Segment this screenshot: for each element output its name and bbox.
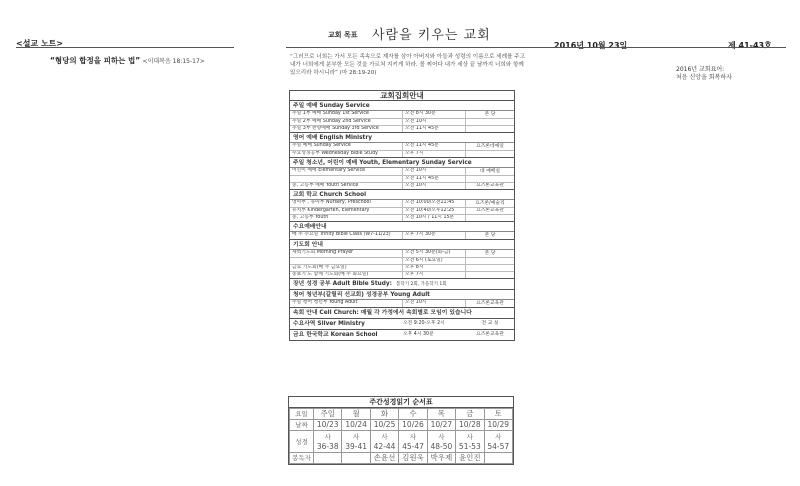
service-place	[466, 125, 514, 132]
service-name: 주일 1부 예배 Sunday 1st Service	[290, 111, 403, 118]
reading-day-label: 요일	[290, 409, 314, 420]
reading-book: 사	[352, 432, 360, 441]
service-name: 수요성경공부 Wednesday Bible Study	[290, 150, 403, 157]
reading-date-label: 날짜	[290, 420, 314, 431]
service-rows	[290, 232, 514, 239]
service-place: 본 당	[484, 250, 496, 256]
service-place	[466, 271, 514, 278]
service-place: 요즈론/예술리	[475, 200, 505, 206]
yearly-motto	[676, 66, 732, 82]
reading-reader: 박우제	[427, 453, 455, 464]
church-goal-label: 교회 목표	[328, 31, 358, 39]
service-place: 요즈론데예일	[476, 143, 504, 149]
service-rows	[290, 200, 514, 221]
service-section	[290, 330, 514, 340]
reading-reader-label: 봉독자	[290, 453, 314, 464]
church-motto: 사람을 키우는 교회	[372, 28, 491, 43]
service-name: 새벽기도회 Morning Prayer	[290, 250, 403, 257]
reading-passage	[484, 431, 512, 453]
service-time: 오전 5시 30분(화-금)	[403, 250, 466, 257]
service-section-title	[290, 279, 514, 289]
reading-bible-row	[290, 431, 513, 453]
service-name	[290, 175, 403, 182]
service-rows	[290, 300, 514, 307]
reading-passage	[314, 431, 342, 453]
service-place	[466, 257, 514, 264]
service-time: 오전 11시 45분	[403, 175, 466, 182]
reading-plan-table	[288, 396, 514, 465]
reading-reader	[314, 453, 342, 464]
reading-passage	[427, 431, 455, 453]
service-section-name: 주일 청소년, 어린이 예배 Youth, Elementary Sunday Service	[293, 160, 472, 166]
reading-reader: 윤인진	[456, 453, 484, 464]
service-time: 오전 10시	[403, 300, 466, 307]
reading-reader	[342, 453, 370, 464]
reading-date: 10/27	[427, 420, 455, 431]
service-time: 오전 10:40/오후12:25	[403, 207, 466, 214]
service-guide-table	[289, 90, 515, 341]
service-section	[290, 290, 514, 308]
reading-reader: 김원욱	[399, 453, 427, 464]
service-name: 주일 예배 Sunday Service	[290, 143, 403, 150]
service-section	[290, 222, 514, 240]
service-guide-title: 교회집회안내	[290, 91, 514, 101]
reading-reader: 손윤선	[370, 453, 398, 464]
service-name: 금요 기도회(매 주 금요일)	[290, 264, 403, 271]
service-section	[290, 319, 514, 330]
service-place	[466, 118, 514, 125]
service-name: 영아부 , 유아부 Nursery, Preschool	[290, 200, 403, 207]
service-section-name: 금요 한국학교 Korean School	[293, 332, 378, 338]
service-place: 요즈론교육관	[466, 182, 514, 189]
scripture-quote: “그러므로 너희는 가서 모든 족속으로 제자를 삼아 아버지와 아들과 성령의 이름으로 세례를 주고 내가 너희에게 분부한 모든 것을 가르쳐 지키게 하라. 볼 찌어다 내가 세상 끝 날까지 너희와 항께 있으리라 하시니라” (마 28:19-20)	[290, 54, 525, 76]
service-section-name: 장년 성경 공부 Adult Bible Study:	[293, 281, 393, 287]
reading-book: 사	[381, 432, 388, 441]
reading-chapters: 48-50	[430, 441, 453, 451]
service-time: 오전 11시 45분	[403, 125, 466, 132]
reading-book: 사	[438, 432, 445, 441]
service-section-title	[290, 158, 514, 168]
service-place	[466, 214, 514, 221]
reading-date-row	[290, 420, 513, 431]
yearly-motto-label: 2016년 교회표어:	[676, 66, 725, 73]
reading-passage	[456, 431, 484, 453]
service-rows	[290, 250, 514, 278]
reading-date: 10/28	[456, 420, 484, 431]
service-section	[290, 240, 514, 279]
service-name: 중, 고등부 Youth	[290, 214, 403, 221]
service-section-title	[290, 133, 514, 143]
service-section-title	[290, 222, 514, 232]
reading-day: 주일	[314, 409, 342, 420]
service-section-name: 주일 예배 Sunday Service	[293, 103, 370, 109]
service-section-name: 청어 청년부(갈릴리 선교회) 성경공부 Young Adult	[293, 292, 430, 298]
reading-book: 사	[466, 432, 473, 441]
service-rows	[290, 111, 514, 132]
issue-date: 2016년 10월 23일	[554, 41, 628, 50]
service-name: 주일 2부 예배 Sunday 2nd Service	[290, 118, 403, 125]
service-name: 어린이 예배 Elementary Service	[290, 168, 403, 175]
service-section-name: 영어 예배 English Ministry	[293, 135, 372, 141]
sermon-note-label: <설교 노트>	[16, 39, 64, 48]
service-section-title	[290, 319, 514, 329]
service-time: 오전 10시	[403, 168, 466, 175]
reading-date: 10/24	[342, 420, 370, 431]
sermon-reference: <이대복음 18:15-17>	[142, 58, 205, 65]
service-time: 오후 8시	[403, 264, 466, 271]
reading-passage	[370, 431, 398, 453]
service-section-title	[290, 308, 514, 318]
service-name: 주일 3부 찬양예배 Sunday 3rd Service	[290, 125, 403, 132]
service-place: 대 예배실	[479, 168, 501, 174]
service-place	[466, 264, 514, 271]
service-section	[290, 279, 514, 290]
service-section-name: 교회 학교 Church School	[293, 192, 367, 198]
service-place: 요즈론교육관	[476, 332, 504, 337]
service-section	[290, 158, 514, 190]
reading-date: 10/29	[484, 420, 512, 431]
service-section	[290, 101, 514, 133]
reading-passage	[399, 431, 427, 453]
issue-number: 제 41-43호	[728, 41, 772, 50]
yearly-motto-text: 처음 신앙을 회복하자	[676, 74, 732, 81]
service-section-name: 수요예배안내	[293, 224, 327, 230]
service-name: 주일 청어 청년부 Young Adult	[290, 300, 403, 307]
service-name	[290, 257, 403, 264]
service-section-title	[290, 240, 514, 250]
service-section-title	[290, 190, 514, 200]
service-time: 오전 10시	[403, 182, 466, 189]
service-place: 전 교 실	[481, 321, 499, 326]
reading-bible-label: 성경	[290, 431, 314, 453]
service-time: 오후 7시	[403, 150, 466, 157]
service-time: 오전 10시	[403, 118, 466, 125]
reading-day: 화	[370, 409, 398, 420]
service-section	[290, 190, 514, 222]
service-guide-body	[290, 101, 514, 340]
reading-book: 사	[409, 432, 417, 441]
service-rows	[290, 168, 514, 189]
reading-day: 수	[399, 409, 427, 420]
reading-day-row	[290, 409, 513, 420]
service-place: 본 당	[484, 232, 496, 238]
service-place	[466, 175, 514, 182]
service-place: 요즈론교육관	[476, 300, 504, 306]
service-section-name: 속회 안내 Cell Church: 매월 각 가정에서 속회별로 모임이 있습니다	[293, 310, 472, 316]
reading-day: 토	[484, 409, 512, 420]
reading-passage	[342, 431, 370, 453]
reading-chapters: 36-38	[316, 441, 339, 451]
service-section	[290, 308, 514, 319]
service-time: 오후 7시	[403, 271, 466, 278]
service-section-name: 수요사역 Silver Ministry	[293, 321, 365, 327]
service-section-name: 기도회 안내	[293, 242, 324, 248]
service-time: 오전 10시 / 11시 15분	[403, 214, 466, 221]
service-place: 요즈론교육관	[466, 207, 514, 214]
reading-book: 사	[324, 432, 331, 441]
service-time: 오후 4시 30분	[403, 332, 434, 337]
reading-chapters: 45-47	[402, 441, 424, 451]
service-time: 오후 7시 30분	[403, 232, 466, 239]
reading-date: 10/25	[370, 420, 398, 431]
reading-reader-row	[290, 453, 513, 464]
reading-day: 월	[342, 409, 370, 420]
reading-chapters: 42-44	[373, 441, 396, 451]
reading-chapters: 39-41	[345, 441, 368, 451]
service-name: 매 주 수요일 Trinity Bible Class (W7-11/23)	[290, 232, 403, 239]
reading-day: 목	[427, 409, 455, 420]
reading-chapters: 51-53	[458, 441, 481, 451]
service-section-title	[290, 330, 514, 340]
service-time: 오전 8시 30분	[403, 111, 466, 118]
reading-plan-title: 주간성경읽기 순서표	[289, 397, 513, 408]
service-time: 오전 11시 45분	[403, 143, 466, 150]
service-place	[466, 150, 514, 157]
reading-reader	[484, 453, 512, 464]
header-divider	[286, 47, 786, 48]
service-section	[290, 133, 514, 158]
service-section-note: 봄학기 2회, 가을학기 1회	[396, 282, 447, 287]
sermon-title	[50, 55, 205, 66]
sermon-divider	[16, 47, 234, 48]
service-time: 오전 10:00/오전11:45	[403, 200, 466, 207]
sermon-title-text: “형당의 합정을 피하는 법”	[50, 56, 141, 65]
service-section-title	[290, 101, 514, 111]
reading-book: 사	[495, 432, 502, 441]
reading-date: 10/23	[314, 420, 342, 431]
service-time: 오전 9:20-오후 2시	[403, 321, 445, 326]
reading-date: 10/26	[399, 420, 427, 431]
service-time: 오전 6시 (토요일)	[403, 257, 466, 264]
service-name: 유치부 Kindergarten, Elementary	[290, 207, 403, 214]
service-name: 중, 고등부 예배 Youth Service	[290, 182, 403, 189]
service-section-title	[290, 290, 514, 300]
reading-plan-grid	[289, 408, 513, 464]
service-place: 본 당	[484, 111, 496, 117]
service-name: 중보기 도 할께 기도회(매 주 화요일)	[290, 271, 403, 278]
reading-chapters: 54-57	[487, 441, 510, 451]
reading-day: 금	[456, 409, 484, 420]
service-rows	[290, 143, 514, 157]
